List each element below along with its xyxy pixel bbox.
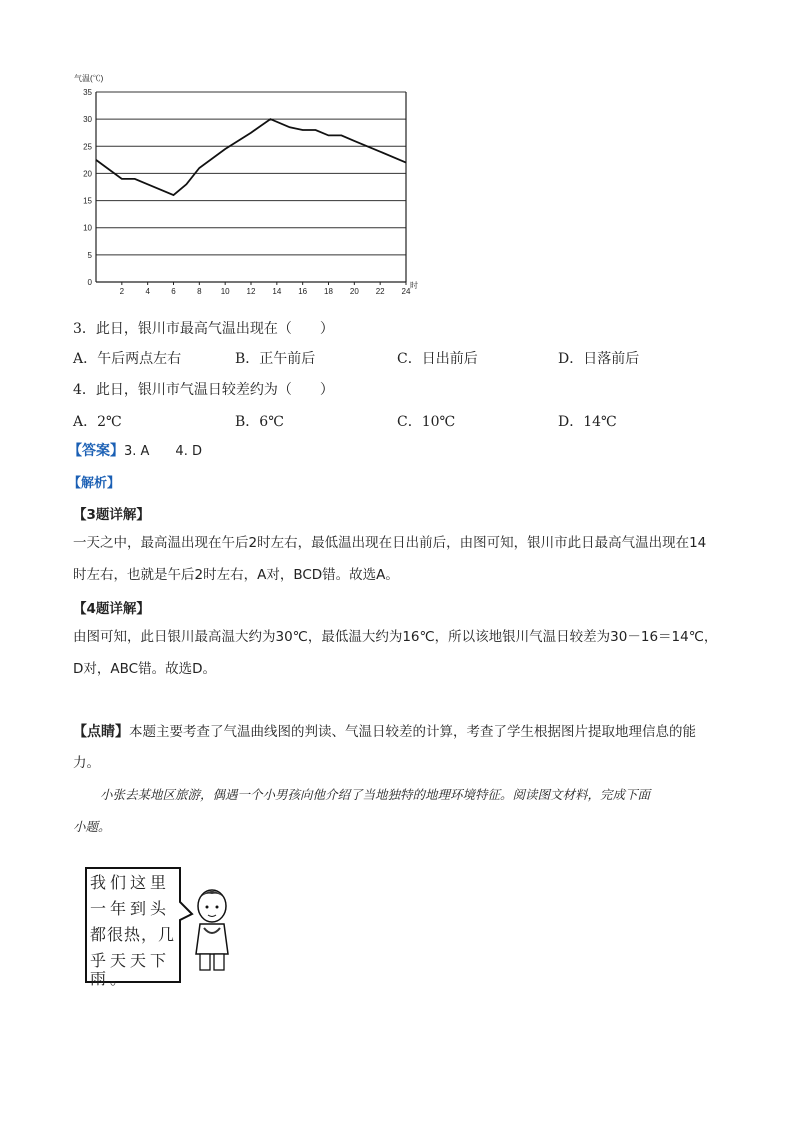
x-tick-label: 2 (119, 287, 125, 296)
chart-x-ticks (120, 282, 411, 296)
answer-text: 3. A 4. D (124, 444, 202, 459)
y-tick-label: 5 (87, 250, 92, 260)
x-tick-label: 16 (298, 287, 308, 296)
answer-row (68, 440, 202, 460)
story-line-1: 小张去某地区旅游，偶遇一个小男孩向他介绍了当地独特的地理环境特征。阅读图文材料，完成下面 (100, 787, 651, 802)
q4-option-d[interactable]: D．14℃ (558, 414, 617, 430)
question-3-stem: 3．此日，银川市最高气温出现在（ ） (73, 321, 334, 337)
detail-4-label: 【4题详解】 (73, 601, 150, 617)
y-tick-label: 15 (83, 196, 92, 206)
q3-option-a[interactable]: A．午后两点左右 (73, 351, 182, 367)
y-tick-label: 25 (83, 142, 92, 152)
bubble-line-3: 都很热，几 (90, 925, 176, 944)
x-tick-label: 22 (375, 287, 385, 296)
detail-4-line-2: D对，ABC错。故选D。 (73, 661, 216, 677)
temperature-line-chart (70, 72, 430, 302)
bubble-line-2: 一年到头 (90, 899, 171, 918)
analysis-label: 【解析】 (68, 476, 121, 491)
tip-line-2: 力。 (73, 755, 100, 771)
y-tick-label: 30 (83, 115, 92, 125)
y-tick-label: 10 (83, 223, 92, 233)
x-tick-label: 24 (401, 287, 411, 296)
y-tick-label: 35 (83, 88, 92, 97)
bubble-line-5: 雨。 (90, 969, 131, 988)
q4-option-b[interactable]: B．6℃ (235, 414, 284, 430)
x-tick-label: 14 (272, 287, 282, 296)
detail-4-line-1: 由图可知，此日银川最高温大约为30℃，最低温大约为16℃，所以该地银川气温日较差为30－16＝14℃， (73, 629, 718, 645)
chart-gridlines (96, 92, 406, 282)
chart-axes (96, 92, 406, 282)
x-tick-label: 10 (220, 287, 230, 296)
x-tick-label: 4 (145, 287, 150, 296)
chart-y-ticks (83, 88, 92, 287)
bubble-line-4: 乎天天下 (90, 951, 171, 970)
detail-3-label: 【3题详解】 (73, 507, 150, 523)
tip-text: 本题主要考查了气温曲线图的判读、气温日较差的计算，考查了学生根据图片提取地理信息的能 (129, 724, 696, 740)
answer-label: 【答案】 (68, 443, 124, 459)
x-tick-label: 8 (197, 287, 202, 296)
q3-option-b[interactable]: B．正午前后 (235, 351, 316, 367)
chart-series-line (96, 119, 406, 195)
q4-option-a[interactable]: A．2℃ (73, 414, 122, 430)
chart-x-label: 时 (410, 281, 418, 290)
tip-line-1 (73, 717, 733, 747)
q4-option-c[interactable]: C．10℃ (397, 414, 456, 430)
x-tick-label: 18 (324, 287, 333, 296)
boy-figure-icon (196, 890, 228, 970)
q3-option-c[interactable]: C．日出前后 (397, 351, 478, 367)
x-tick-label: 6 (171, 287, 176, 296)
cartoon-illustration (80, 862, 260, 992)
detail-3-line-2: 时左右，也就是午后2时左右，A对，BCD错。故选A。 (73, 567, 399, 583)
story-line-2: 小题。 (73, 819, 111, 834)
x-tick-label: 12 (246, 287, 256, 296)
chart-y-label: 气温(℃) (74, 74, 104, 83)
y-tick-label: 0 (87, 278, 92, 287)
x-tick-label: 20 (349, 287, 359, 296)
y-tick-label: 20 (83, 169, 92, 179)
detail-3-line-1: 一天之中，最高温出现在午后2时左右，最低温出现在日出前后，由图可知，银川市此日最高气温出现在14 (73, 535, 707, 551)
question-4-stem: 4．此日，银川市气温日较差约为（ ） (73, 382, 334, 398)
tip-label: 【点睛】 (73, 724, 129, 740)
q3-option-d[interactable]: D．日落前后 (558, 351, 640, 367)
bubble-line-1: 我们这里 (90, 873, 171, 892)
